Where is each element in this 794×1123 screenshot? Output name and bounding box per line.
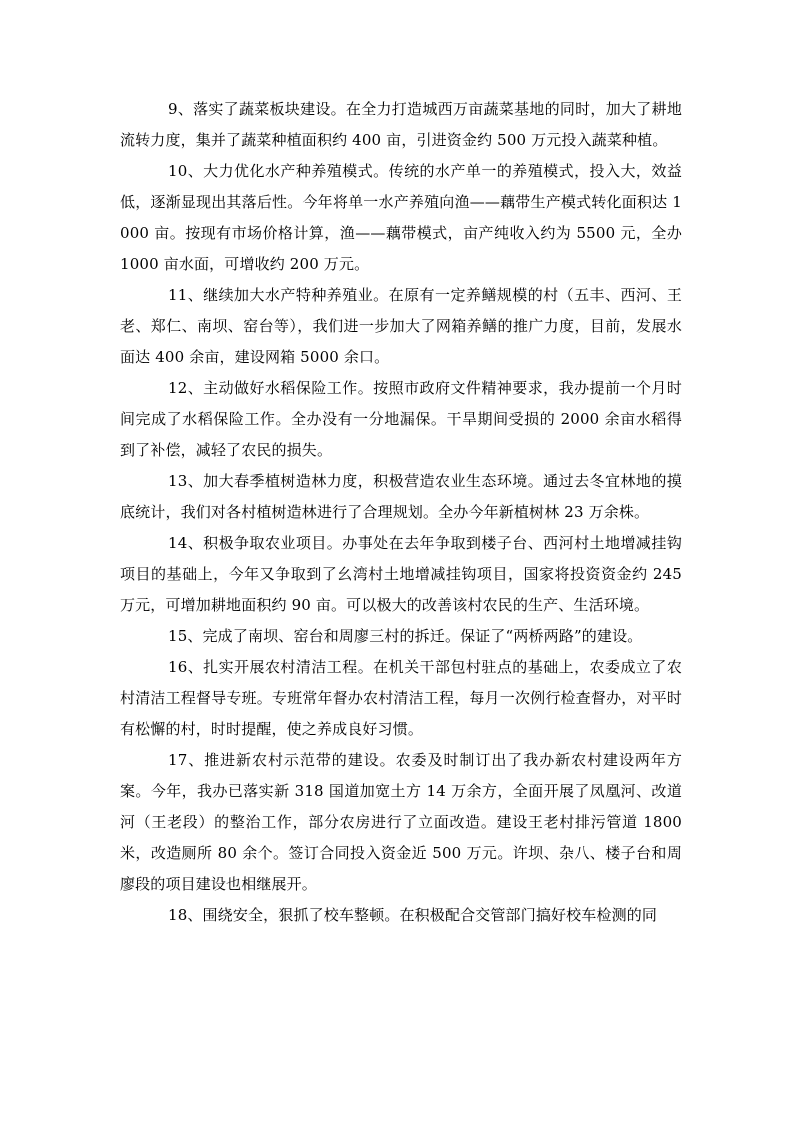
paragraph-item-16: 16、扎实开展农村清洁工程。在机关干部包村驻点的基础上，农委成立了农村清洁工程督导专班。专班常年督办农村清洁工程，每月一次例行检查督办，对平时有松懈的村，时时提醒，使之养成良好习惯。 (120, 658, 682, 738)
paragraph-item-17: 17、推进新农村示范带的建设。农委及时制订出了我办新农村建设两年方案。今年，我办已落实新 318 国道加宽土方 14 万余方，全面开展了凤凰河、改道河（王老段）的整治工作，部分农房进行了立面改造。建设王老村排污管道 1800 米，改造厕所 80 余个。签订合同投入资金近 500 万元。许坝、杂八、楼子台和周廖段的项目建设也相继展开。 (120, 751, 682, 893)
paragraph-item-9: 9、落实了蔬菜板块建设。在全力打造城西万亩蔬菜基地的同时，加大了耕地流转力度，集并了蔬菜种植面积约 400 亩，引进资金约 500 万元投入蔬菜种植。 (120, 100, 682, 149)
document-body (120, 94, 682, 931)
paragraph-item-15: 15、完成了南坝、窑台和周廖三村的拆迁。保证了“两桥两路”的建设。 (168, 627, 643, 645)
paragraph-item-10: 10、大力优化水产种养殖模式。传统的水产单一的养殖模式，投入大，效益低，逐渐显现出其落后性。今年将单一水产养殖向渔——藕带生产模式转化面积达 1000 亩。按现有市场价格计算，渔——藕带模式，亩产纯收入约为 5500 元，全办 1000 亩水面，可增收约 200 万元。 (120, 162, 682, 273)
paragraph-item-14: 14、积极争取农业项目。办事处在去年争取到楼子台、西河村土地增减挂钩项目的基础上，今年又争取到了幺湾村土地增减挂钩项目，国家将投资资金约 245 万元，可增加耕地面积约 90 亩。可以极大的改善该村农民的生产、生活环境。 (120, 534, 682, 614)
paragraph-item-18: 18、围绕安全，狠抓了校车整顿。在积极配合交管部门搞好校车检测的同 (168, 906, 658, 924)
paragraph-item-12: 12、主动做好水稻保险工作。按照市政府文件精神要求，我办提前一个月时间完成了水稻保险工作。全办没有一分地漏保。干旱期间受损的 2000 余亩水稻得到了补偿，减轻了农民的损失。 (120, 379, 682, 459)
paragraph-item-11: 11、继续加大水产特种养殖业。在原有一定养鳝规模的村（五丰、西河、王老、郑仁、南坝、窑台等），我们进一步加大了网箱养鳝的推广力度，目前，发展水面达 400 余亩，建设网箱 5000 余口。 (120, 286, 682, 366)
paragraph-item-13: 13、加大春季植树造林力度，积极营造农业生态环境。通过去冬宜林地的摸底统计，我们对各村植树造林进行了合理规划。全办今年新植树林 23 万余株。 (120, 472, 682, 521)
